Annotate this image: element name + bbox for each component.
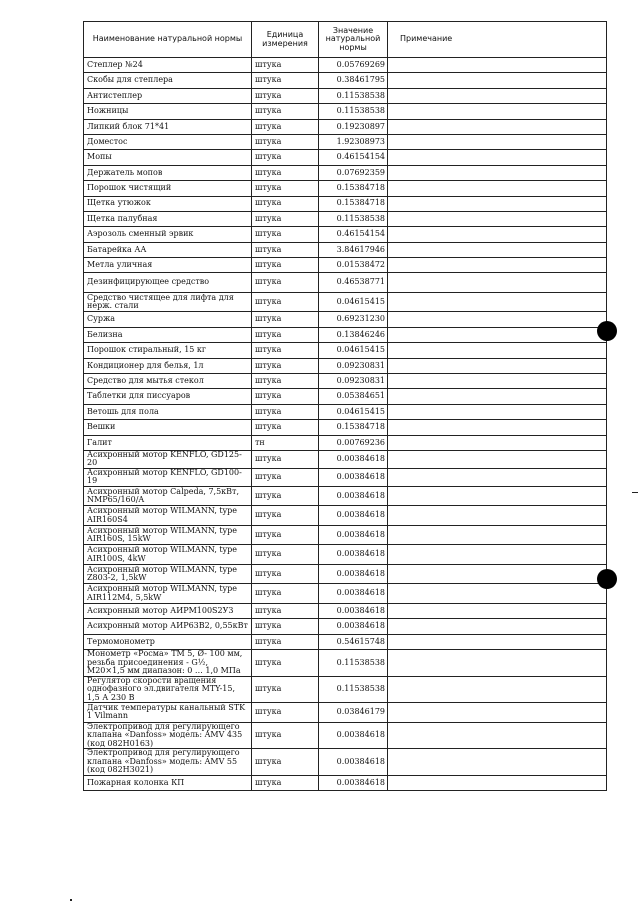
cell-note [388, 564, 607, 584]
table-row [84, 450, 607, 468]
cell-name: Белизна [84, 327, 252, 342]
cell-name: Таблетки для писсуаров [84, 389, 252, 404]
table-row [84, 564, 607, 584]
cell-name: Галит [84, 435, 252, 450]
cell-name: Мопы [84, 150, 252, 165]
cell-note [388, 134, 607, 149]
cell-name: Асихронный мотор Calpeda, 7,5кВт, NMP65/160/A [84, 486, 252, 506]
cell-note [388, 58, 607, 73]
cell-name: Средство для мытья стекол [84, 374, 252, 389]
cell-unit: штука [252, 676, 319, 703]
cell-unit: штука [252, 119, 319, 134]
table-row [84, 58, 607, 73]
cell-unit: штука [252, 603, 319, 618]
cell-name: Асихронный мотор KENFLO, GD125-20 [84, 450, 252, 468]
cell-note [388, 242, 607, 257]
cell-note [388, 450, 607, 468]
table-row [84, 88, 607, 103]
cell-value: 1.92308973 [319, 134, 388, 149]
cell-unit: штука [252, 584, 319, 604]
cell-unit: штука [252, 703, 319, 723]
table-row [84, 374, 607, 389]
cell-value: 0.46154154 [319, 150, 388, 165]
cell-note [388, 650, 607, 677]
table-row [84, 676, 607, 703]
cell-note [388, 327, 607, 342]
table-row [84, 327, 607, 342]
cell-name: Порошок чистящий [84, 181, 252, 196]
cell-note [388, 88, 607, 103]
scan-speck [632, 492, 638, 493]
table-body [84, 58, 607, 791]
header-value: Значение натуральной нормы [319, 22, 388, 58]
cell-unit: штука [252, 420, 319, 435]
table-row [84, 134, 607, 149]
cell-note [388, 506, 607, 526]
cell-unit: штука [252, 468, 319, 486]
table-row [84, 104, 607, 119]
cell-value: 0.00384618 [319, 450, 388, 468]
cell-value: 0.04615415 [319, 292, 388, 312]
table-row [84, 211, 607, 226]
cell-note [388, 358, 607, 373]
cell-value: 0.04615415 [319, 404, 388, 419]
cell-value: 0.00384618 [319, 749, 388, 776]
cell-note [388, 468, 607, 486]
cell-name: Асихронный мотор АИРМ100S2У3 [84, 603, 252, 618]
cell-name: Асихронный мотор АИР63В2, 0,55кВт [84, 619, 252, 634]
cell-unit: штука [252, 389, 319, 404]
cell-unit: штука [252, 88, 319, 103]
table-row [84, 119, 607, 134]
table-row [84, 181, 607, 196]
cell-name: Доместос [84, 134, 252, 149]
cell-value: 0.00384618 [319, 619, 388, 634]
cell-unit: штука [252, 486, 319, 506]
cell-name: Держатель мопов [84, 165, 252, 180]
cell-unit: штука [252, 404, 319, 419]
cell-name: Монометр «Росма» ТМ 5, Ø- 100 мм, резьба присоединения - G½, M20×1,5 мм диапазон: 0 … 1,0 МПа [84, 650, 252, 677]
cell-value: 0.00384618 [319, 564, 388, 584]
cell-name: Антистеплер [84, 88, 252, 103]
cell-name: Липкий блок 71*41 [84, 119, 252, 134]
table-row [84, 584, 607, 604]
cell-value: 0.19230897 [319, 119, 388, 134]
cell-note [388, 404, 607, 419]
scan-speck [70, 899, 72, 901]
cell-value: 0.00384618 [319, 775, 388, 790]
cell-name: Суржа [84, 312, 252, 327]
cell-unit: штука [252, 181, 319, 196]
cell-name: Термомонометр [84, 634, 252, 649]
table-row [84, 358, 607, 373]
cell-unit: штука [252, 343, 319, 358]
table-row [84, 722, 607, 749]
cell-value: 0.15384718 [319, 196, 388, 211]
cell-note [388, 389, 607, 404]
cell-value: 0.11538538 [319, 676, 388, 703]
cell-value: 0.01538472 [319, 258, 388, 273]
cell-unit: штука [252, 749, 319, 776]
table-row [84, 420, 607, 435]
cell-note [388, 775, 607, 790]
cell-unit: штука [252, 564, 319, 584]
cell-note [388, 619, 607, 634]
cell-unit: штука [252, 619, 319, 634]
cell-value: 0.04615415 [319, 343, 388, 358]
cell-name: Асихронный мотор WILMANN, type AIR112M4, 5,5kW [84, 584, 252, 604]
cell-unit: штука [252, 196, 319, 211]
cell-note [388, 181, 607, 196]
punch-hole-mark [597, 569, 617, 589]
cell-unit: штука [252, 58, 319, 73]
cell-unit: штука [252, 242, 319, 257]
cell-note [388, 273, 607, 293]
cell-value: 0.54615748 [319, 634, 388, 649]
cell-name: Щетка утюжок [84, 196, 252, 211]
table-row [84, 150, 607, 165]
cell-name: Вешки [84, 420, 252, 435]
table-row [84, 506, 607, 526]
cell-value: 0.07692359 [319, 165, 388, 180]
table-row [84, 292, 607, 312]
cell-unit: штука [252, 450, 319, 468]
cell-value: 0.00769236 [319, 435, 388, 450]
cell-note [388, 435, 607, 450]
cell-unit: штука [252, 73, 319, 88]
cell-unit: штука [252, 258, 319, 273]
cell-note [388, 73, 607, 88]
table-row [84, 619, 607, 634]
cell-name: Пожарная колонка КП [84, 775, 252, 790]
cell-value: 0.00384618 [319, 603, 388, 618]
cell-note [388, 634, 607, 649]
cell-note [388, 486, 607, 506]
table-row [84, 545, 607, 565]
cell-note [388, 722, 607, 749]
cell-value: 0.11538538 [319, 104, 388, 119]
header-name: Наименование натуральной нормы [84, 22, 252, 58]
cell-name: Датчик температуры канальный STK 1 Vilmann [84, 703, 252, 723]
cell-unit: штука [252, 104, 319, 119]
cell-unit: штука [252, 165, 319, 180]
cell-name: Асихронный мотор WILMANN, type AIR160S, 15kW [84, 525, 252, 545]
cell-name: Электропривод для регулирующего клапана «Danfoss» модель: AMV 55 (код 082H3021) [84, 749, 252, 776]
table-row [84, 389, 607, 404]
cell-value: 0.00384618 [319, 506, 388, 526]
cell-value: 0.11538538 [319, 211, 388, 226]
cell-note [388, 603, 607, 618]
cell-unit: штука [252, 327, 319, 342]
table-row [84, 486, 607, 506]
cell-value: 0.11538538 [319, 650, 388, 677]
cell-value: 0.05769269 [319, 58, 388, 73]
cell-unit: штука [252, 545, 319, 565]
table-row [84, 312, 607, 327]
norms-table [83, 21, 607, 791]
cell-value: 3.84617946 [319, 242, 388, 257]
cell-note [388, 525, 607, 545]
cell-value: 0.38461795 [319, 73, 388, 88]
table-row [84, 525, 607, 545]
cell-value: 0.00384618 [319, 486, 388, 506]
cell-note [388, 749, 607, 776]
cell-note [388, 420, 607, 435]
table-row [84, 775, 607, 790]
cell-value: 0.03846179 [319, 703, 388, 723]
cell-name: Аэрозоль сменный эрвик [84, 227, 252, 242]
cell-name: Порошок стиральный, 15 кг [84, 343, 252, 358]
cell-value: 0.00384618 [319, 722, 388, 749]
table-row [84, 404, 607, 419]
cell-note [388, 258, 607, 273]
table-row [84, 634, 607, 649]
cell-name: Средство чистящее для лифта для нерж. стали [84, 292, 252, 312]
cell-value: 0.09230831 [319, 358, 388, 373]
cell-unit: штука [252, 273, 319, 293]
cell-note [388, 703, 607, 723]
cell-name: Асихронный мотор WILMANN, type AIR160S4 [84, 506, 252, 526]
header-unit: Единица измерения [252, 22, 319, 58]
cell-unit: тн [252, 435, 319, 450]
cell-name: Электропривод для регулирующего клапана «Danfoss» модель: AMV 435 (код 082H0163) [84, 722, 252, 749]
cell-note [388, 312, 607, 327]
table-row [84, 165, 607, 180]
cell-value: 0.13846246 [319, 327, 388, 342]
cell-name: Дезинфицирующее средство [84, 273, 252, 293]
table-row [84, 227, 607, 242]
cell-name: Асихронный мотор KENFLO, GD100-19 [84, 468, 252, 486]
cell-unit: штука [252, 292, 319, 312]
cell-name: Кондиционер для белья, 1л [84, 358, 252, 373]
cell-name: Степлер №24 [84, 58, 252, 73]
cell-value: 0.15384718 [319, 181, 388, 196]
cell-name: Батарейка АА [84, 242, 252, 257]
cell-value: 0.00384618 [319, 584, 388, 604]
table-row [84, 603, 607, 618]
table-row [84, 73, 607, 88]
table-row [84, 703, 607, 723]
cell-name: Метла уличная [84, 258, 252, 273]
cell-note [388, 165, 607, 180]
cell-unit: штука [252, 525, 319, 545]
table-row [84, 242, 607, 257]
cell-value: 0.05384651 [319, 389, 388, 404]
cell-note [388, 227, 607, 242]
table-row [84, 650, 607, 677]
cell-note [388, 119, 607, 134]
table-row [84, 258, 607, 273]
cell-value: 0.69231230 [319, 312, 388, 327]
cell-value: 0.00384618 [319, 525, 388, 545]
cell-value: 0.11538538 [319, 88, 388, 103]
cell-name: Щетка палубная [84, 211, 252, 226]
cell-name: Асихронный мотор WILMANN, type AIR100S, 4kW [84, 545, 252, 565]
cell-value: 0.00384618 [319, 545, 388, 565]
cell-note [388, 150, 607, 165]
cell-unit: штука [252, 506, 319, 526]
cell-note [388, 676, 607, 703]
header-note: Примечание [388, 22, 607, 58]
cell-note [388, 584, 607, 604]
cell-name: Регулятор скорости вращения однофазного эл.двигателя MTY-15, 1,5 А 230 В [84, 676, 252, 703]
cell-note [388, 343, 607, 358]
cell-unit: штука [252, 227, 319, 242]
table-row [84, 273, 607, 293]
cell-unit: штука [252, 150, 319, 165]
cell-value: 0.46154154 [319, 227, 388, 242]
cell-unit: штука [252, 722, 319, 749]
table-row [84, 343, 607, 358]
cell-name: Ветошь для пола [84, 404, 252, 419]
cell-unit: штука [252, 211, 319, 226]
cell-note [388, 545, 607, 565]
cell-unit: штука [252, 134, 319, 149]
table-row [84, 435, 607, 450]
table-row [84, 196, 607, 211]
cell-value: 0.00384618 [319, 468, 388, 486]
cell-note [388, 196, 607, 211]
cell-name: Асихронный мотор WILMANN, type Z803-2, 1,5kW [84, 564, 252, 584]
cell-name: Ножницы [84, 104, 252, 119]
cell-note [388, 292, 607, 312]
cell-value: 0.15384718 [319, 420, 388, 435]
cell-note [388, 374, 607, 389]
cell-note [388, 211, 607, 226]
cell-note [388, 104, 607, 119]
cell-unit: штука [252, 358, 319, 373]
cell-unit: штука [252, 312, 319, 327]
header-row [84, 22, 607, 58]
cell-value: 0.46538771 [319, 273, 388, 293]
cell-name: Скобы для степлера [84, 73, 252, 88]
cell-value: 0.09230831 [319, 374, 388, 389]
cell-unit: штука [252, 374, 319, 389]
cell-unit: штука [252, 775, 319, 790]
table-row [84, 749, 607, 776]
cell-unit: штука [252, 634, 319, 649]
cell-unit: штука [252, 650, 319, 677]
table-row [84, 468, 607, 486]
punch-hole-mark [597, 321, 617, 341]
